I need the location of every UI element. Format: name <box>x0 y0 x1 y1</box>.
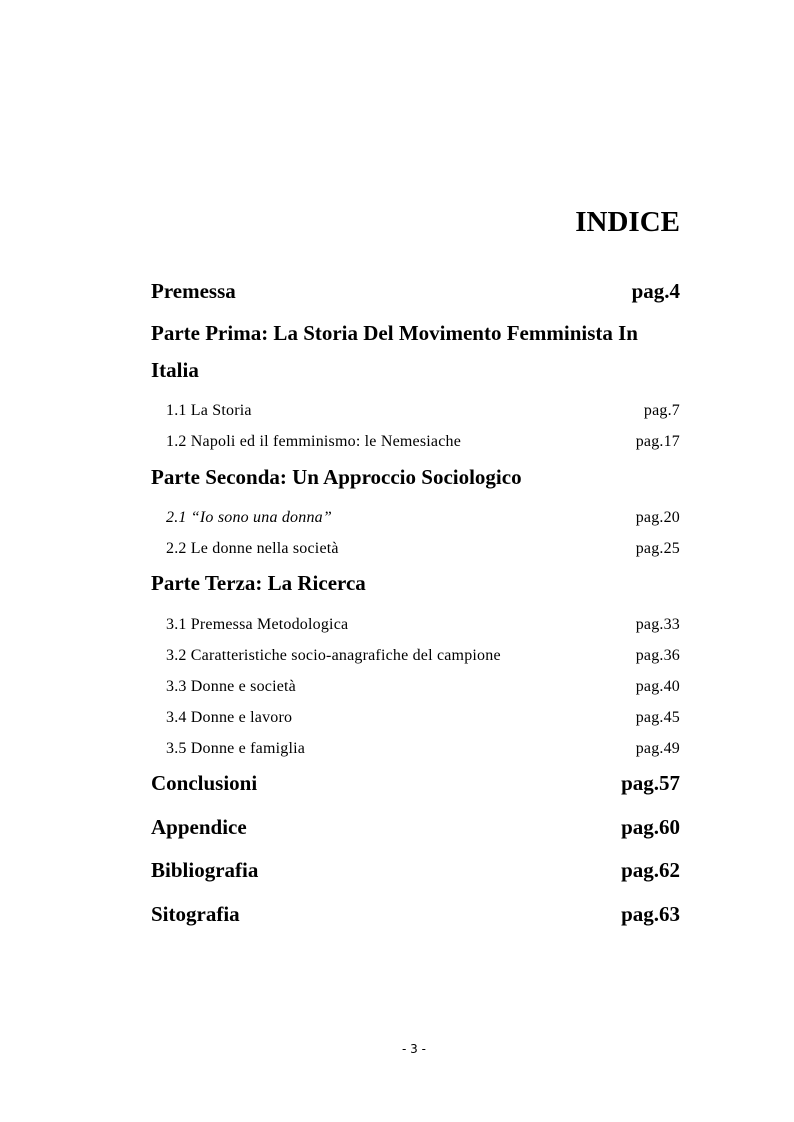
page-number: - 3 - <box>402 1042 426 1056</box>
toc-entry-3-2-page: pag.36 <box>635 647 680 664</box>
toc-entry-premessa-label[interactable]: Premessa <box>151 279 236 303</box>
toc-entry-sitografia-page: pag.63 <box>621 902 680 926</box>
toc-entry-premessa-page: pag.4 <box>631 279 680 303</box>
toc-entry-conclusioni-page: pag.57 <box>621 771 680 795</box>
toc-entry-appendice-page: pag.60 <box>621 815 680 839</box>
toc-section-parte-seconda[interactable]: Parte Seconda: Un Approccio Sociologico <box>151 465 522 489</box>
toc-entry-2-2-label[interactable]: 2.2 Le donne nella società <box>166 540 339 557</box>
toc-entry-1-2-label[interactable]: 1.2 Napoli ed il femminismo: le Nemesiache <box>166 433 461 450</box>
toc-entry-3-4-label[interactable]: 3.4 Donne e lavoro <box>166 709 293 726</box>
toc-section-parte-prima-line2[interactable]: Italia <box>151 358 199 382</box>
toc-entry-2-1-page: pag.20 <box>635 509 680 526</box>
toc-entry-3-1-label[interactable]: 3.1 Premessa Metodologica <box>166 616 349 633</box>
toc-entry-1-1-page: pag.7 <box>643 402 680 419</box>
toc-entry-conclusioni-label[interactable]: Conclusioni <box>151 771 258 795</box>
toc-entry-1-1-label[interactable]: 1.1 La Storia <box>166 402 252 419</box>
toc-entry-3-5-page: pag.49 <box>635 740 680 757</box>
toc-entry-2-2-page: pag.25 <box>635 540 680 557</box>
toc-entry-bibliografia-page: pag.62 <box>621 858 680 882</box>
page-title: INDICE <box>575 206 680 238</box>
toc-section-parte-prima-line1[interactable]: Parte Prima: La Storia Del Movimento Femminista In <box>151 321 638 345</box>
toc-entry-3-3-label[interactable]: 3.3 Donne e società <box>166 678 296 695</box>
toc-entry-3-3-page: pag.40 <box>635 678 680 695</box>
toc-entry-3-5-label[interactable]: 3.5 Donne e famiglia <box>166 740 306 757</box>
toc-entry-2-1-label[interactable]: 2.1 “Io sono una donna” <box>166 509 332 526</box>
toc-entry-sitografia-label[interactable]: Sitografia <box>151 902 240 926</box>
toc-section-parte-terza[interactable]: Parte Terza: La Ricerca <box>151 571 366 595</box>
toc-entry-appendice-label[interactable]: Appendice <box>151 815 247 839</box>
toc-entry-3-2-label[interactable]: 3.2 Caratteristiche socio-anagrafiche del campione <box>166 647 501 664</box>
toc-entry-3-1-page: pag.33 <box>635 616 680 633</box>
toc-entry-bibliografia-label[interactable]: Bibliografia <box>151 858 259 882</box>
toc-entry-3-4-page: pag.45 <box>635 709 680 726</box>
toc-entry-1-2-page: pag.17 <box>635 433 680 450</box>
